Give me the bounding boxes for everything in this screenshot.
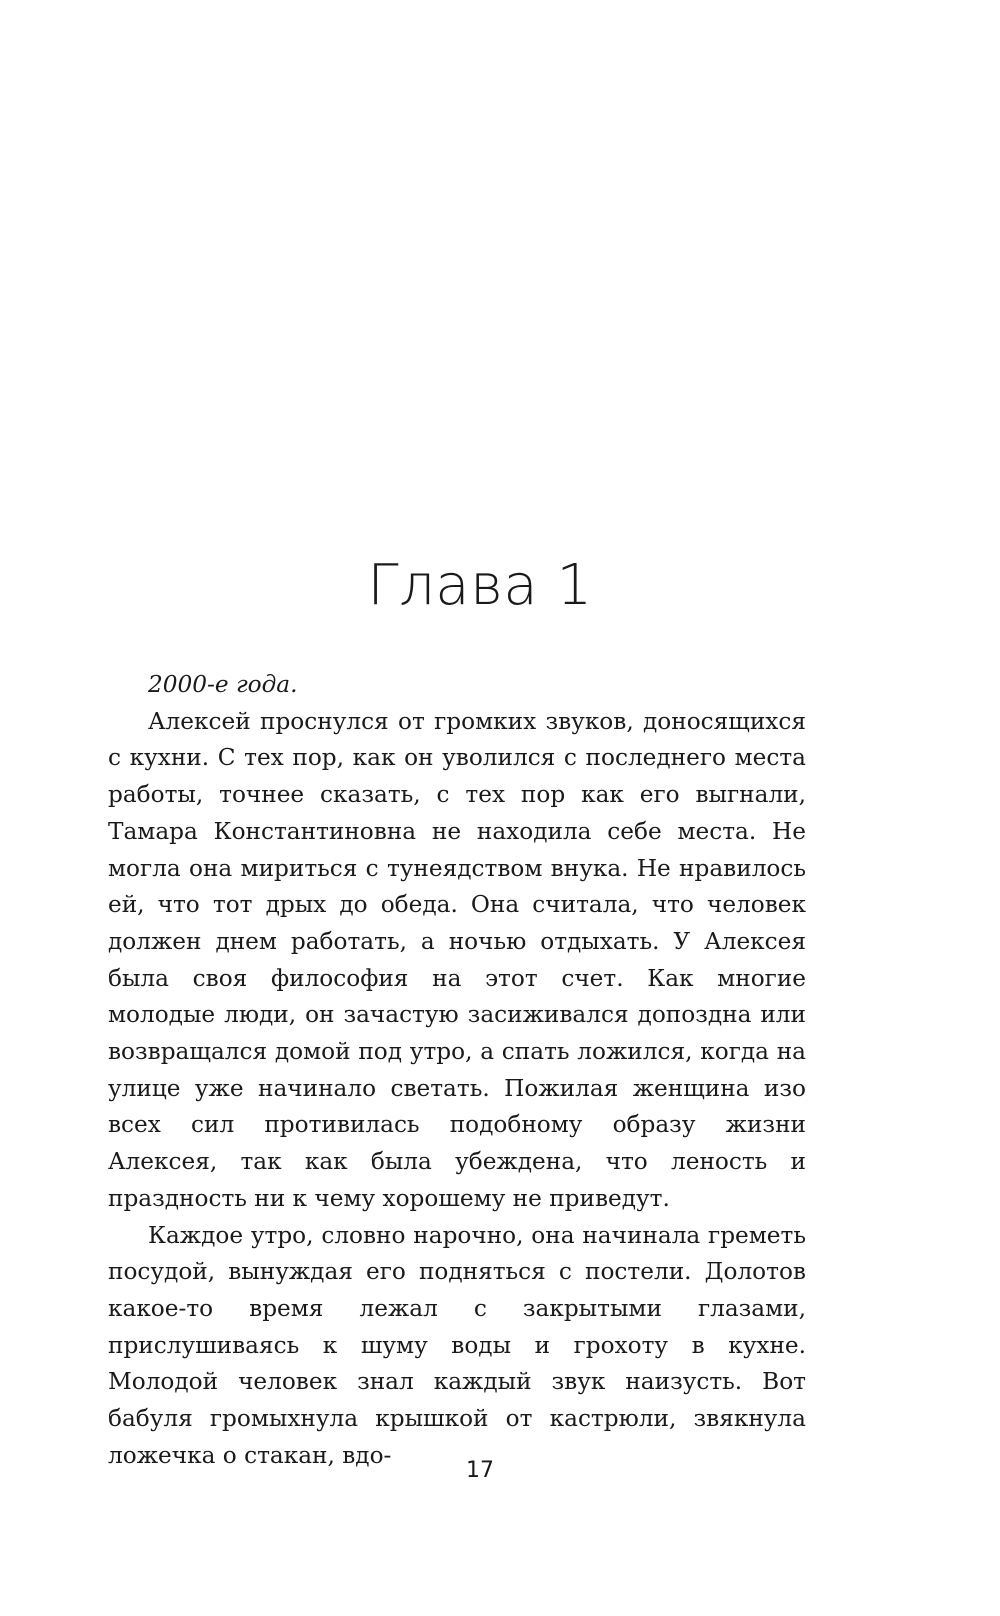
page-number: 17	[466, 1458, 494, 1483]
epigraph: 2000-е года.	[148, 671, 298, 698]
paragraph: Алексей проснулся от громких звуков, доносящихся с кухни. С тех пор, как он уволился с последнего места работы, точнее сказать, с тех пор как его выгнали, Тамара Константиновна не находила себе места. Не могла она мириться с тунеядством внука. Не нравилось ей, что тот дрых до обеда. Она считала, что человек должен днем работать, а ночью отдыхать. У Алексея была своя философия на этот счет. Как многие молодые люди, он зачастую засиживался допоздна или возвращался домой под утро, а спать ложился, когда на улице уже начинало светать. Пожилая женщина изо всех сил противилась подобному образу жизни Алексея, так как была убеждена, что леность и праздность ни к чему хорошему не приведут.	[108, 707, 806, 1212]
chapter-title: Глава 1	[367, 553, 593, 618]
paragraph: Каждое утро, словно нарочно, она начинала греметь посудой, вынуждая его подняться с постели. Долотов какое-то время лежал с закрытыми глазами, прислушиваясь к шуму воды и грохоту в кухне. Молодой человек знал каждый звук наизусть. Вот бабуля громыхнула крышкой от кастрюли, звякнула ложечка о стакан, вдо-	[108, 1221, 806, 1469]
chapter-body	[108, 667, 806, 1474]
